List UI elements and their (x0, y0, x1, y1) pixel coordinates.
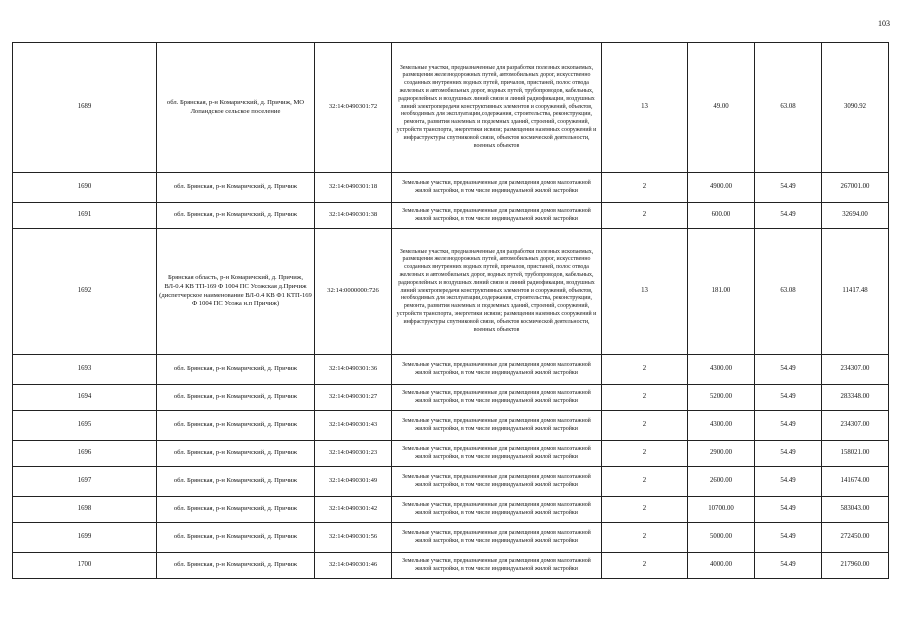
cadastral-value-cell: 583043.00 (822, 497, 889, 523)
cadastral-value-cell: 158021.00 (822, 441, 889, 467)
location-cell: обл. Брянская, р-н Комаричский, д. Причиж (157, 553, 315, 579)
area-cell: 4300.00 (688, 355, 755, 385)
cadastral-number-cell: 32:14:0490301:23 (315, 441, 392, 467)
location-cell: обл. Брянская, р-н Комаричский, д. Причиж (157, 411, 315, 441)
specific-value-cell: 54.49 (755, 553, 822, 579)
cadastral-value-table (12, 42, 889, 579)
row-number-cell: 1692 (13, 229, 157, 355)
location-cell: обл. Брянская, р-н Комаричский, д. Причиж (157, 523, 315, 553)
row-number-cell: 1698 (13, 497, 157, 523)
location-cell: обл. Брянская, р-н Комаричский, д. Причиж (157, 203, 315, 229)
land-use-category-cell: Земельные участки, предназначенные для размещения домов малоэтажной жилой застройки, в том числе индивидуальной жилой застройки (392, 173, 602, 203)
cadastral-number-cell: 32:14:0490301:72 (315, 43, 392, 173)
location-cell: обл. Брянская, р-н Комаричский, д. Причиж (157, 497, 315, 523)
land-use-category-cell: Земельные участки, предназначенные для размещения домов малоэтажной жилой застройки, в том числе индивидуальной жилой застройки (392, 467, 602, 497)
category-code-cell: 2 (602, 523, 688, 553)
table-row (13, 43, 889, 173)
cadastral-number-cell: 32:14:0490301:18 (315, 173, 392, 203)
cadastral-value-cell: 234307.00 (822, 411, 889, 441)
table-row (13, 173, 889, 203)
land-use-category-cell: Земельные участки, предназначенные для размещения домов малоэтажной жилой застройки, в том числе индивидуальной жилой застройки (392, 523, 602, 553)
table-row (13, 229, 889, 355)
row-number-cell: 1700 (13, 553, 157, 579)
land-use-category-cell: Земельные участки, предназначенные для размещения домов малоэтажной жилой застройки, в том числе индивидуальной жилой застройки (392, 355, 602, 385)
table-row (13, 553, 889, 579)
land-use-category-cell: Земельные участки, предназначенные для размещения домов малоэтажной жилой застройки, в том числе индивидуальной жилой застройки (392, 441, 602, 467)
category-code-cell: 2 (602, 467, 688, 497)
cadastral-number-cell: 32:14:0490301:27 (315, 385, 392, 411)
cadastral-number-cell: 32:14:0490301:43 (315, 411, 392, 441)
location-cell: обл. Брянская, р-н Комаричский, д. Причиж (157, 173, 315, 203)
land-use-category-cell: Земельные участки, предназначенные для размещения домов малоэтажной жилой застройки, в том числе индивидуальной жилой застройки (392, 497, 602, 523)
cadastral-value-cell: 141674.00 (822, 467, 889, 497)
row-number-cell: 1699 (13, 523, 157, 553)
row-number-cell: 1693 (13, 355, 157, 385)
category-code-cell: 2 (602, 441, 688, 467)
row-number-cell: 1689 (13, 43, 157, 173)
cadastral-value-cell: 272450.00 (822, 523, 889, 553)
table-row (13, 385, 889, 411)
location-cell: обл. Брянская, р-н Комаричский, д. Причиж (157, 355, 315, 385)
area-cell: 5000.00 (688, 523, 755, 553)
table-row (13, 467, 889, 497)
specific-value-cell: 54.49 (755, 173, 822, 203)
location-cell: обл. Брянская, р-н Комаричский, д. Причиж, МО Лопандское сельское поселение (157, 43, 315, 173)
land-use-category-cell: Земельные участки, предназначенные для размещения домов малоэтажной жилой застройки, в том числе индивидуальной жилой застройки (392, 553, 602, 579)
location-cell: обл. Брянская, р-н Комаричский, д. Причиж (157, 385, 315, 411)
cadastral-value-cell: 283348.00 (822, 385, 889, 411)
cadastral-number-cell: 32:14:0490301:46 (315, 553, 392, 579)
cadastral-value-cell: 234307.00 (822, 355, 889, 385)
location-cell: обл. Брянская, р-н Комаричский, д. Причиж (157, 441, 315, 467)
category-code-cell: 2 (602, 355, 688, 385)
category-code-cell: 2 (602, 385, 688, 411)
location-cell: обл. Брянская, р-н Комаричский, д. Причиж (157, 467, 315, 497)
category-code-cell: 2 (602, 497, 688, 523)
area-cell: 181.00 (688, 229, 755, 355)
area-cell: 600.00 (688, 203, 755, 229)
cadastral-value-cell: 3090.92 (822, 43, 889, 173)
area-cell: 4300.00 (688, 411, 755, 441)
cadastral-number-cell: 32:14:0490301:56 (315, 523, 392, 553)
land-use-category-cell: Земельные участки, предназначенные для размещения домов малоэтажной жилой застройки, в том числе индивидуальной жилой застройки (392, 411, 602, 441)
table-row (13, 355, 889, 385)
area-cell: 2600.00 (688, 467, 755, 497)
table-row (13, 203, 889, 229)
cadastral-value-cell: 32694.00 (822, 203, 889, 229)
specific-value-cell: 54.49 (755, 441, 822, 467)
land-use-category-cell: Земельные участки, предназначенные для разработки полезных ископаемых, размещения железнодорожных путей, автомобильных дорог, искусственно созданных внутренних водных путей, причалов, пристаней, полос отвода железных и автомобильных дорог, водных путей, трубопроводов, кабельных, радиорелейных и воздушных линий связи и линий радиофикации, воздушных линий электропередачи конструктивных элементов и сооружений, объектов, необходимых для эксплуатации,содержания, строительства, реконструкции, ремонта, развития наземных и подземных зданий, строений, сооружений, устройств транспорта, энергетики исвязи; размещения наземных сооружений и инфраструктуры спутниковой связи, объектов космической деятельности, военных объектов (392, 229, 602, 355)
area-cell: 2900.00 (688, 441, 755, 467)
specific-value-cell: 54.49 (755, 497, 822, 523)
land-use-category-cell: Земельные участки, предназначенные для размещения домов малоэтажной жилой застройки, в том числе индивидуальной жилой застройки (392, 203, 602, 229)
page-number: 103 (878, 19, 890, 28)
specific-value-cell: 54.49 (755, 385, 822, 411)
specific-value-cell: 54.49 (755, 467, 822, 497)
category-code-cell: 2 (602, 173, 688, 203)
category-code-cell: 13 (602, 43, 688, 173)
row-number-cell: 1695 (13, 411, 157, 441)
cadastral-value-cell: 11417.48 (822, 229, 889, 355)
category-code-cell: 2 (602, 553, 688, 579)
specific-value-cell: 54.49 (755, 411, 822, 441)
area-cell: 5200.00 (688, 385, 755, 411)
area-cell: 4000.00 (688, 553, 755, 579)
row-number-cell: 1696 (13, 441, 157, 467)
area-cell: 4900.00 (688, 173, 755, 203)
specific-value-cell: 54.49 (755, 355, 822, 385)
table-row (13, 497, 889, 523)
cadastral-number-cell: 32:14:0000000:726 (315, 229, 392, 355)
cadastral-number-cell: 32:14:0490301:36 (315, 355, 392, 385)
cadastral-value-cell: 267001.00 (822, 173, 889, 203)
specific-value-cell: 63.08 (755, 43, 822, 173)
category-code-cell: 2 (602, 411, 688, 441)
land-use-category-cell: Земельные участки, предназначенные для разработки полезных ископаемых, размещения железнодорожных путей, автомобильных дорог, искусственно созданных внутренних водных путей, причалов, пристаней, полос отвода железных и автомобильных дорог, водных путей, трубопроводов, кабельных, радиорелейных и воздушных линий связи и линий радиофикации, воздушных линий электропередачи конструктивных элементов и сооружений, объектов, необходимых для эксплуатации,содержания, строительства, реконструкции, ремонта, развития наземных и подземных зданий, строений, сооружений, устройств транспорта, энергетики исвязи; размещения наземных сооружений и инфраструктуры спутниковой связи, объектов космической деятельности, военных объектов (392, 43, 602, 173)
specific-value-cell: 63.08 (755, 229, 822, 355)
area-cell: 10700.00 (688, 497, 755, 523)
cadastral-value-cell: 217960.00 (822, 553, 889, 579)
table-row (13, 411, 889, 441)
table-row (13, 441, 889, 467)
row-number-cell: 1690 (13, 173, 157, 203)
specific-value-cell: 54.49 (755, 203, 822, 229)
cadastral-number-cell: 32:14:0490301:42 (315, 497, 392, 523)
row-number-cell: 1697 (13, 467, 157, 497)
specific-value-cell: 54.49 (755, 523, 822, 553)
category-code-cell: 13 (602, 229, 688, 355)
cadastral-number-cell: 32:14:0490301:49 (315, 467, 392, 497)
category-code-cell: 2 (602, 203, 688, 229)
land-use-category-cell: Земельные участки, предназначенные для размещения домов малоэтажной жилой застройки, в том числе индивидуальной жилой застройки (392, 385, 602, 411)
cadastral-number-cell: 32:14:0490301:38 (315, 203, 392, 229)
area-cell: 49.00 (688, 43, 755, 173)
row-number-cell: 1691 (13, 203, 157, 229)
table-row (13, 523, 889, 553)
location-cell: Брянская область, р-н Комаричский, д. Причиж, ВЛ-0.4 КВ ТП-169 Ф 1004 ПС Усожская д.Причиж (диспетчерское наименование ВЛ-0.4 КВ Ф1 КТП-169 Ф 1004 ПС Усожа н.п Причиж) (157, 229, 315, 355)
row-number-cell: 1694 (13, 385, 157, 411)
